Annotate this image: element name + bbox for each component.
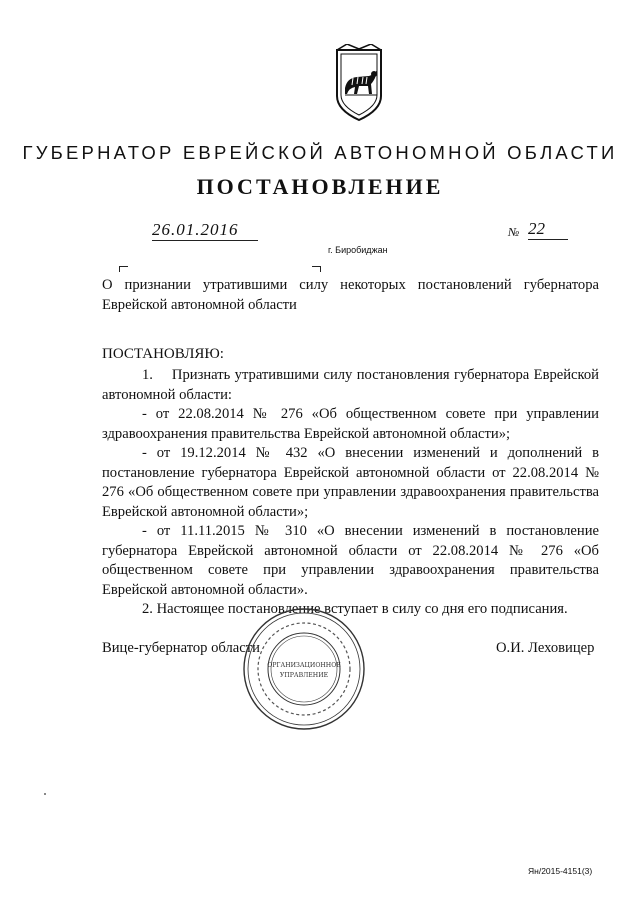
item-1-sub-3: - от 11.11.2015 № 310 «О внесении изменений в постановление губернатора Еврейской автономной области от 22.08.2014 № 276 «Об общественном совете при управлении здравоохранения правительства Еврейской автономной области». — [102, 523, 599, 598]
signer-position: Вице-губернатор области — [102, 640, 260, 656]
stamp-text: ОРГАНИЗАЦИОННОЕ — [267, 662, 341, 669]
decree-body — [102, 366, 599, 620]
signer-name: О.И. Леховицер — [496, 640, 595, 656]
scan-dot — [44, 793, 46, 795]
number-label: № — [508, 225, 520, 239]
organizational-department-stamp — [240, 605, 368, 733]
svg-text:УПРАВЛЕНИЕ: УПРАВЛЕНИЕ — [279, 672, 329, 679]
corner-mark-right — [312, 266, 321, 272]
decree-word: ПОСТАНОВЛЯЮ: — [102, 346, 224, 362]
document-number: 22 — [528, 219, 568, 240]
item-1: 1. Признать утратившими силу постановления губернатора Еврейской автономной области: — [102, 367, 599, 403]
document-title: ПОСТАНОВЛЕНИЕ — [196, 174, 444, 199]
item-2: 2. Настоящее постановление вступает в силу со дня его подписания. — [142, 601, 568, 617]
document-subject: О признании утратившими силу некоторых постановлений губернатора Еврейской автономной области — [102, 277, 599, 313]
corner-mark-left — [119, 266, 128, 272]
city-line: г. Биробиджан — [328, 245, 388, 255]
item-1-sub-1: - от 22.08.2014 № 276 «Об общественном совете при управлении здравоохранения правительства Еврейской автономной области»; — [102, 406, 599, 442]
item-1-sub-2: - от 19.12.2014 № 432 «О внесении изменений и дополнений в постановление губернатора Еврейской автономной области от 22.08.2014 № 276 «Об общественном совете при управлении здравоохранения правительства Еврейской автономной области»; — [102, 445, 599, 520]
issuer-header: ГУБЕРНАТОР ЕВРЕЙСКОЙ АВТОНОМНОЙ ОБЛАСТИ — [22, 142, 618, 163]
document-date: 26.01.2016 — [152, 220, 258, 241]
document-reference: Ян/2015-4151(3) — [528, 866, 593, 876]
coat-of-arms-tiger-icon — [331, 44, 387, 124]
